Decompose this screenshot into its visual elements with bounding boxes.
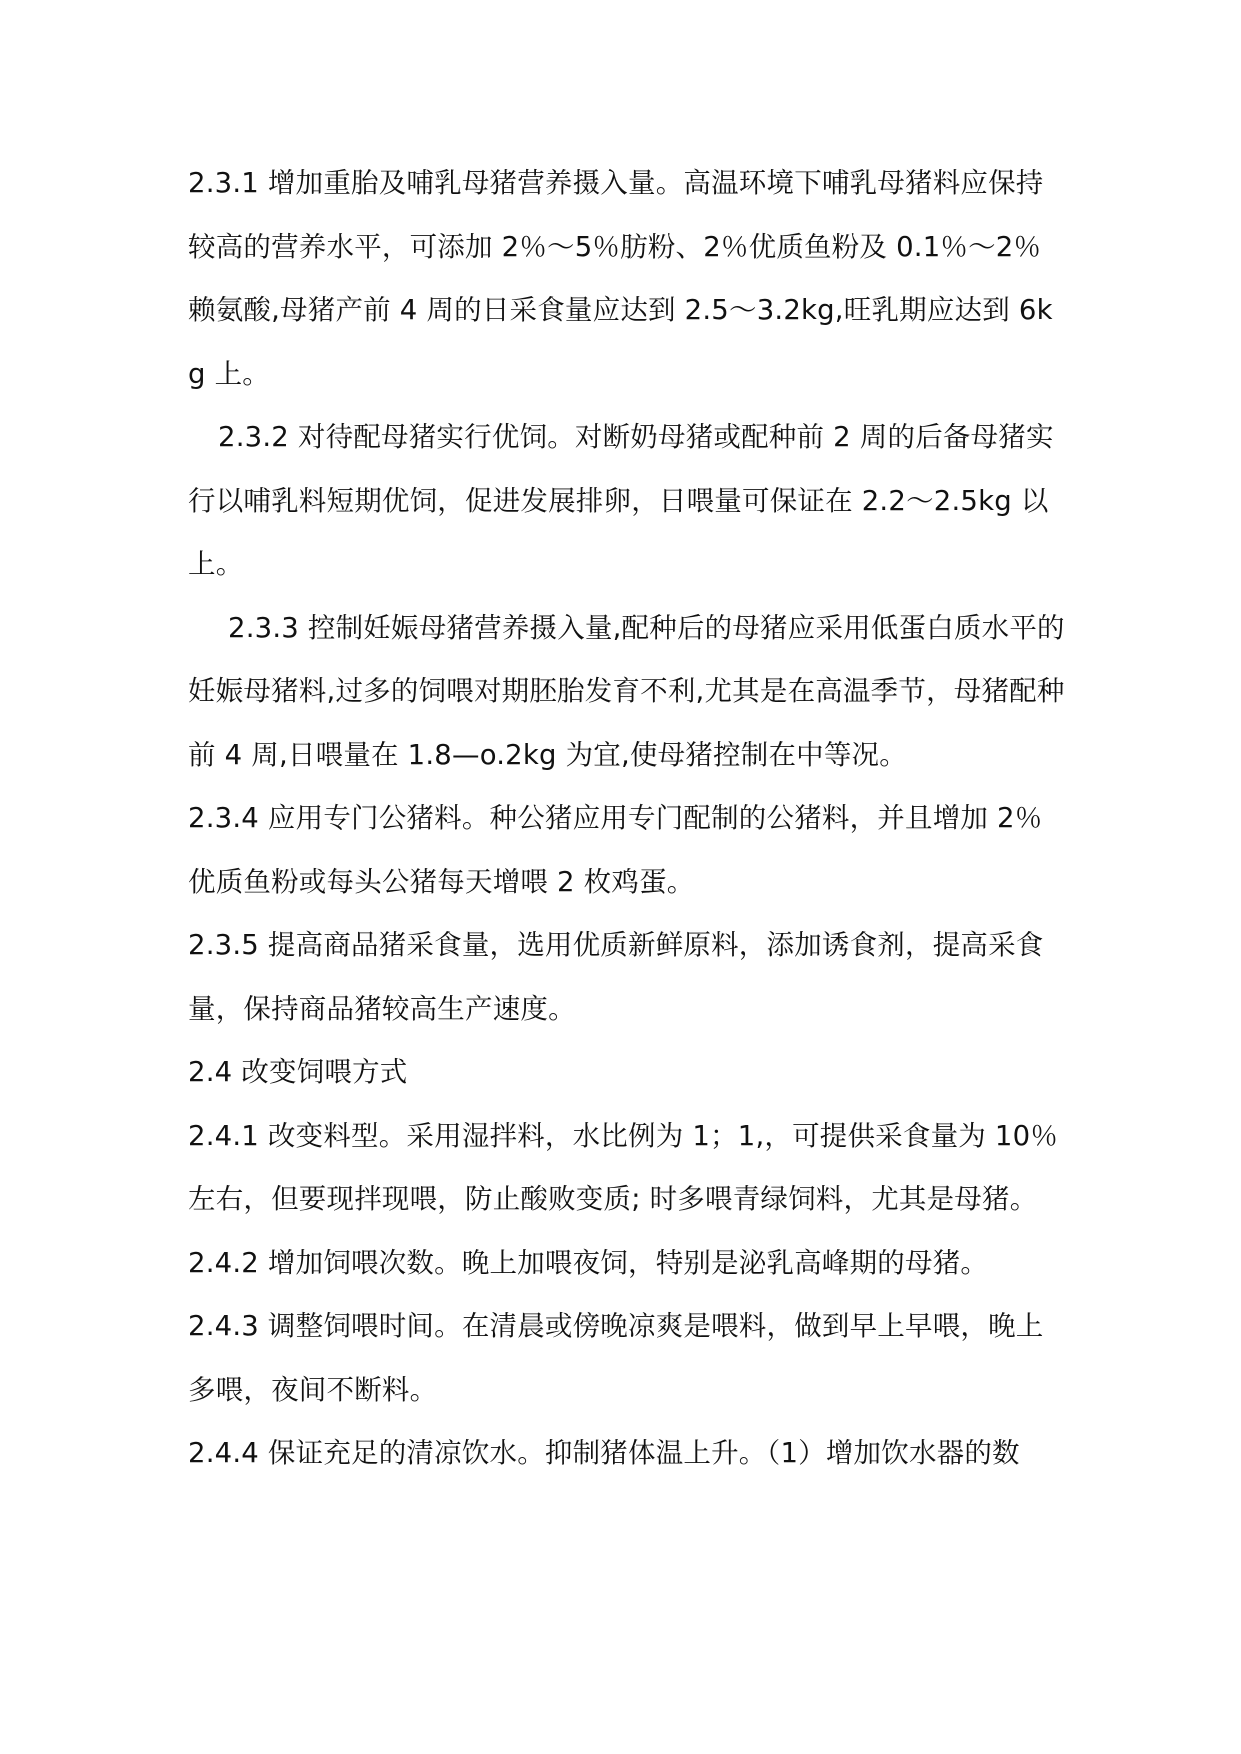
paragraph-2-3-2: 2.3.2 对待配母猪实行优饲。对断奶母猪或配种前 2 周的后备母猪实行以哺乳料短期优饲，促进发展排卵，日喂量可保证在 2.2～2.5kg 以上。 — [188, 421, 1054, 580]
paragraph-2-4-1: 2.4.1 改变料型。采用湿拌料，水比例为 1；1,，可提供采食量为 10％左右，但要现拌现喂，防止酸败变质; 时多喂青绿饲料，尤其是母猪。 — [188, 1119, 1059, 1215]
section-heading-2-4: 2.4 改变饲喂方式 — [188, 1056, 408, 1088]
paragraph-2-4-4: 2.4.4 保证充足的清凉饮水。抑制猪体温上升。（1）增加饮水器的数 — [188, 1437, 1020, 1469]
paragraph-2-4-3: 2.4.3 调整饲喂时间。在清晨或傍晚凉爽是喂料，做到早上早喂，晚上多喂，夜间不断料。 — [188, 1310, 1044, 1406]
paragraph-2-3-5: 2.3.5 提高商品猪采食量，选用优质新鲜原料，添加诱食剂，提高采食量，保持商品猪较高生产速度。 — [188, 929, 1044, 1025]
paragraph-2-4-2: 2.4.2 增加饲喂次数。晚上加喂夜饲，特别是泌乳高峰期的母猪。 — [188, 1246, 989, 1279]
paragraph-2-3-4: 2.3.4 应用专门公猪料。种公猪应用专门配制的公猪料，并且增加 2％优质鱼粉或每头公猪每天增喂 2 枚鸡蛋。 — [188, 802, 1043, 898]
paragraph-2-3-3: 2.3.3 控制妊娠母猪营养摄入量,配种后的母猪应采用低蛋白质水平的妊娠母猪料,过多的饲喂对期胚胎发育不利,尤其是在高温季节，母猪配种前 4 周,日喂量在 1.8—o.2kg 为宜,使母猪控制在中等况。 — [188, 611, 1065, 771]
paragraph-2-3-1: 2.3.1 增加重胎及哺乳母猪营养摄入量。高温环境下哺乳母猪料应保持较高的营养水平，可添加 2％～5％肪粉、2％优质鱼粉及 0.1％～2％赖氨酸,母猪产前 4 周的日采食量应达到 2.5～3.2kg,旺乳期应达到 6kg 上。 — [188, 167, 1053, 390]
document-body — [188, 152, 1068, 1486]
